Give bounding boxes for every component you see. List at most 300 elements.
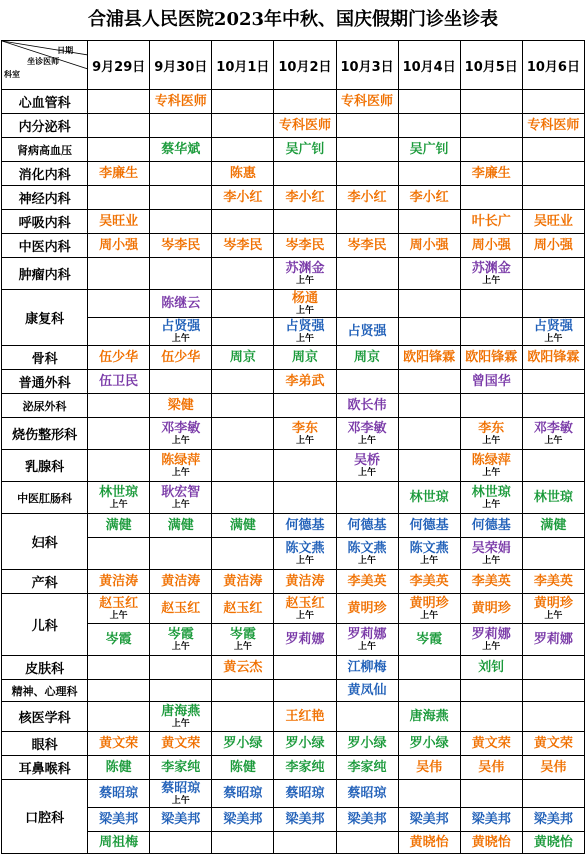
schedule-cell [398,482,460,514]
schedule-cell [88,234,150,258]
doctor-name: 罗莉娜 [285,631,325,647]
doctor-name: 黄洁涛 [285,573,325,589]
schedule-cell [522,594,584,624]
schedule-cell [274,186,336,210]
schedule-cell [212,90,274,114]
schedule-cell [460,756,522,780]
schedule-cell [274,732,336,756]
shift-note: 上午 [482,641,501,652]
schedule-cell [88,346,150,370]
doctor-name: 周小强 [471,237,511,253]
schedule-cell [150,394,212,418]
doctor-name: 占贤强 [533,318,573,334]
table-row [2,482,585,514]
schedule-cell [88,656,150,680]
schedule-cell [150,594,212,624]
doctor-name: 梁美邦 [533,811,573,827]
schedule-cell [398,258,460,290]
schedule-cell [398,138,460,162]
table-row [2,234,585,258]
shift-note: 上午 [358,641,377,652]
shift-note: 上午 [358,467,377,478]
doctor-name: 陈继云 [161,295,201,311]
schedule-cell [274,290,336,318]
department-name: 肿瘤内科 [2,258,88,290]
schedule-cell [150,482,212,514]
schedule-cell [336,732,398,756]
schedule-cell [522,756,584,780]
doctor-name: 欧阳锋霖 [465,349,518,365]
doctor-name: 梁美邦 [223,811,263,827]
doctor-name: 黄文荣 [99,735,139,751]
doctor-name: 专科医师 [278,117,331,133]
doctor-name: 何德基 [471,517,511,533]
doctor-name: 江柳梅 [347,659,387,675]
schedule-cell [150,832,212,854]
schedule-cell [522,418,584,450]
shift-note: 上午 [420,610,439,621]
shift-note: 上午 [482,555,501,566]
doctor-name: 李美英 [471,573,511,589]
shift-note: 上午 [544,333,563,344]
table-row [2,594,585,624]
doctor-name: 吴旺业 [533,213,573,229]
shift-note: 上午 [420,555,439,566]
doctor-name: 黄晓怡 [533,834,573,850]
schedule-cell [522,290,584,318]
schedule-cell [522,186,584,210]
schedule-cell [398,290,460,318]
table-row [2,114,585,138]
schedule-cell [336,538,398,570]
schedule-cell [212,482,274,514]
schedule-cell [522,680,584,702]
doctor-name: 吴伟 [540,759,567,775]
schedule-cell [150,290,212,318]
doctor-name: 李小红 [285,189,325,205]
schedule-cell [88,756,150,780]
doctor-name: 梁美邦 [409,811,449,827]
shift-note: 上午 [171,641,190,652]
schedule-cell [150,780,212,808]
doctor-name: 蔡昭琼 [99,785,139,801]
doctor-name: 唐海燕 [161,703,201,719]
shift-note: 上午 [482,467,501,478]
doctor-name: 林世琼 [533,489,573,505]
doctor-name: 吴旺业 [99,213,139,229]
schedule-cell [274,258,336,290]
schedule-cell [88,418,150,450]
schedule-cell [398,318,460,346]
doctor-name: 梁美邦 [285,811,325,827]
schedule-cell [212,832,274,854]
doctor-name: 蔡昭琼 [223,785,263,801]
schedule-cell [336,234,398,258]
table-row [2,290,585,318]
schedule-cell [522,624,584,656]
table-row [2,808,585,832]
schedule-cell [274,482,336,514]
schedule-cell [212,594,274,624]
schedule-cell [336,186,398,210]
schedule-cell [88,210,150,234]
schedule-cell [88,290,150,318]
doctor-name: 岑李民 [347,237,387,253]
schedule-cell [212,290,274,318]
shift-note: 上午 [295,305,314,316]
schedule-cell [150,450,212,482]
schedule-cell [212,808,274,832]
department-name: 中医内科 [2,234,88,258]
schedule-cell [212,258,274,290]
schedule-cell [336,594,398,624]
schedule-cell [150,808,212,832]
table-row [2,418,585,450]
shift-note: 上午 [171,467,190,478]
schedule-cell [522,318,584,346]
doctor-name: 黄凤仙 [347,682,387,698]
schedule-cell [212,656,274,680]
schedule-cell [336,702,398,732]
doctor-name: 专科医师 [341,93,394,109]
doctor-name: 岑霞 [105,631,132,647]
schedule-cell [460,318,522,346]
schedule-cell [88,450,150,482]
doctor-name: 欧阳锋霖 [527,349,580,365]
shift-note: 上午 [358,435,377,446]
schedule-cell [336,482,398,514]
schedule-cell [460,186,522,210]
schedule-cell [522,162,584,186]
schedule-cell [336,656,398,680]
schedule-cell [274,394,336,418]
doctor-name: 蔡昭琼 [161,780,201,796]
schedule-cell [336,114,398,138]
schedule-table [1,40,585,854]
doctor-name: 陈文燕 [409,540,449,556]
schedule-cell [398,732,460,756]
shift-note: 上午 [171,333,190,344]
doctor-name: 李家纯 [285,759,325,775]
doctor-name: 罗小绿 [409,735,449,751]
schedule-cell [150,514,212,538]
schedule-cell [212,756,274,780]
schedule-cell [398,234,460,258]
schedule-cell [460,656,522,680]
department-name: 普通外科 [2,370,88,394]
schedule-cell [398,594,460,624]
doctor-name: 黄洁涛 [223,573,263,589]
doctor-name: 梁美邦 [161,811,201,827]
table-row [2,570,585,594]
doctor-name: 陈绿萍 [471,452,511,468]
schedule-cell [522,732,584,756]
schedule-cell [150,114,212,138]
doctor-name: 陈文燕 [347,540,387,556]
schedule-cell [88,138,150,162]
doctor-name: 吴广钊 [285,141,325,157]
doctor-name: 邓李敏 [347,420,387,436]
schedule-cell [460,570,522,594]
schedule-cell [460,162,522,186]
schedule-cell [150,258,212,290]
doctor-name: 黄文荣 [161,735,201,751]
schedule-cell [274,346,336,370]
date-header: 9月29日 [88,41,150,90]
schedule-cell [150,702,212,732]
shift-note: 上午 [109,499,128,510]
corner-dept-label: 科室 [4,70,20,79]
department-name: 呼吸内科 [2,210,88,234]
schedule-cell [398,832,460,854]
doctor-name: 罗小绿 [347,735,387,751]
doctor-name: 苏渊金 [285,260,325,276]
schedule-cell [274,138,336,162]
schedule-cell [88,318,150,346]
doctor-name: 黄文荣 [471,735,511,751]
schedule-cell [460,450,522,482]
schedule-cell [398,210,460,234]
schedule-cell [336,138,398,162]
date-header: 10月4日 [398,41,460,90]
doctor-name: 专科医师 [527,117,580,133]
table-row [2,90,585,114]
doctor-name: 李弟武 [285,373,325,389]
schedule-cell [398,186,460,210]
doctor-name: 赵玉红 [99,595,139,611]
schedule-cell [88,570,150,594]
doctor-name: 陈文燕 [285,540,325,556]
corner-doctor-label: 坐诊医师 [27,57,60,66]
schedule-cell [150,624,212,656]
schedule-cell [150,418,212,450]
doctor-name: 蔡昭琼 [347,785,387,801]
doctor-name: 伍卫民 [99,373,139,389]
doctor-name: 满健 [167,517,194,533]
shift-note: 上午 [171,795,190,806]
schedule-cell [274,680,336,702]
table-row [2,702,585,732]
schedule-cell [398,450,460,482]
schedule-cell [522,210,584,234]
doctor-name: 罗莉娜 [347,626,387,642]
schedule-cell [522,450,584,482]
schedule-cell [336,514,398,538]
doctor-name: 李廉生 [99,165,139,181]
table-row [2,318,585,346]
doctor-name: 李东 [291,420,318,436]
schedule-cell [398,656,460,680]
doctor-name: 满健 [229,517,256,533]
shift-note: 上午 [358,555,377,566]
schedule-cell [522,808,584,832]
doctor-name: 黄洁涛 [99,573,139,589]
date-header: 10月2日 [274,41,336,90]
doctor-name: 占贤强 [285,318,325,334]
schedule-cell [398,780,460,808]
schedule-cell [398,538,460,570]
department-name: 消化内科 [2,162,88,186]
shift-note: 上午 [482,435,501,446]
doctor-name: 林世琼 [99,484,139,500]
table-row [2,370,585,394]
doctor-name: 苏渊金 [471,260,511,276]
table-row [2,186,585,210]
shift-note: 上午 [482,275,501,286]
schedule-cell [460,732,522,756]
department-name: 儿科 [2,594,88,656]
doctor-name: 周小强 [409,237,449,253]
doctor-name: 李美英 [533,573,573,589]
doctor-name: 李小红 [347,189,387,205]
schedule-cell [398,756,460,780]
doctor-name: 黄文荣 [533,735,573,751]
schedule-cell [212,210,274,234]
schedule-cell [522,780,584,808]
shift-note: 上午 [544,610,563,621]
schedule-cell [274,538,336,570]
schedule-cell [460,624,522,656]
doctor-name: 岑霞 [416,631,443,647]
schedule-cell [398,624,460,656]
table-row [2,624,585,656]
department-name: 中医肛肠科 [2,482,88,514]
schedule-cell [522,656,584,680]
table-row [2,394,585,418]
doctor-name: 黄明珍 [409,595,449,611]
schedule-cell [522,138,584,162]
schedule-cell [274,90,336,114]
doctor-name: 杨通 [291,290,318,306]
doctor-name: 周小强 [99,237,139,253]
doctor-name: 满健 [540,517,567,533]
doctor-name: 赵玉红 [161,600,201,616]
schedule-cell [150,732,212,756]
date-header: 10月5日 [460,41,522,90]
table-row [2,680,585,702]
schedule-cell [336,680,398,702]
doctor-name: 吴伟 [478,759,505,775]
schedule-cell [460,538,522,570]
schedule-cell [212,780,274,808]
table-row [2,346,585,370]
schedule-cell [460,418,522,450]
schedule-cell [150,234,212,258]
schedule-cell [274,114,336,138]
doctor-name: 罗小绿 [223,735,263,751]
schedule-cell [88,594,150,624]
doctor-name: 吴桥 [354,452,381,468]
schedule-cell [336,418,398,450]
schedule-cell [150,756,212,780]
shift-note: 上午 [233,641,252,652]
schedule-cell [88,624,150,656]
shift-note: 上午 [295,435,314,446]
doctor-name: 伍少华 [99,349,139,365]
schedule-cell [88,258,150,290]
shift-note: 上午 [171,718,190,729]
schedule-cell [88,514,150,538]
schedule-cell [212,186,274,210]
department-name: 皮肤科 [2,656,88,680]
doctor-name: 岑李民 [161,237,201,253]
doctor-name: 占贤强 [161,318,201,334]
doctor-name: 岑霞 [229,626,256,642]
schedule-cell [150,680,212,702]
table-row [2,780,585,808]
schedule-cell [88,702,150,732]
doctor-name: 黄晓怡 [409,834,449,850]
department-name: 泌尿外科 [2,394,88,418]
shift-note: 上午 [295,610,314,621]
doctor-name: 邓李敏 [161,420,201,436]
doctor-name: 李小红 [223,189,263,205]
schedule-cell [150,138,212,162]
doctor-name: 欧阳锋霖 [403,349,456,365]
schedule-cell [274,656,336,680]
schedule-cell [398,808,460,832]
schedule-cell [336,210,398,234]
table-row [2,514,585,538]
schedule-cell [212,514,274,538]
schedule-cell [398,370,460,394]
schedule-cell [460,780,522,808]
shift-note: 上午 [295,333,314,344]
schedule-cell [274,418,336,450]
schedule-cell [460,808,522,832]
schedule-cell [274,832,336,854]
schedule-cell [274,808,336,832]
schedule-cell [212,680,274,702]
department-name: 烧伤整形科 [2,418,88,450]
doctor-name: 专科医师 [154,93,207,109]
schedule-cell [398,680,460,702]
schedule-cell [88,680,150,702]
doctor-name: 吴广钊 [409,141,449,157]
doctor-name: 满健 [105,517,132,533]
schedule-cell [274,756,336,780]
schedule-cell [88,832,150,854]
schedule-cell [212,732,274,756]
schedule-cell [150,318,212,346]
schedule-cell [336,808,398,832]
doctor-name: 唐海燕 [409,708,449,724]
schedule-cell [460,258,522,290]
table-row [2,832,585,854]
doctor-name: 李美英 [409,573,449,589]
shift-note: 上午 [482,499,501,510]
doctor-name: 岑李民 [223,237,263,253]
doctor-name: 陈惠 [229,165,256,181]
doctor-name: 黄明珍 [347,600,387,616]
schedule-cell [212,234,274,258]
corner-cell [2,41,88,90]
doctor-name: 梁健 [167,397,194,413]
doctor-name: 黄洁涛 [161,573,201,589]
schedule-cell [336,162,398,186]
schedule-cell [398,702,460,732]
schedule-cell [150,538,212,570]
doctor-name: 李东 [478,420,505,436]
doctor-name: 何德基 [347,517,387,533]
schedule-cell [212,318,274,346]
schedule-cell [460,210,522,234]
schedule-cell [460,138,522,162]
schedule-cell [212,570,274,594]
schedule-cell [88,394,150,418]
doctor-name: 梁美邦 [347,811,387,827]
doctor-name: 曾国华 [471,373,511,389]
